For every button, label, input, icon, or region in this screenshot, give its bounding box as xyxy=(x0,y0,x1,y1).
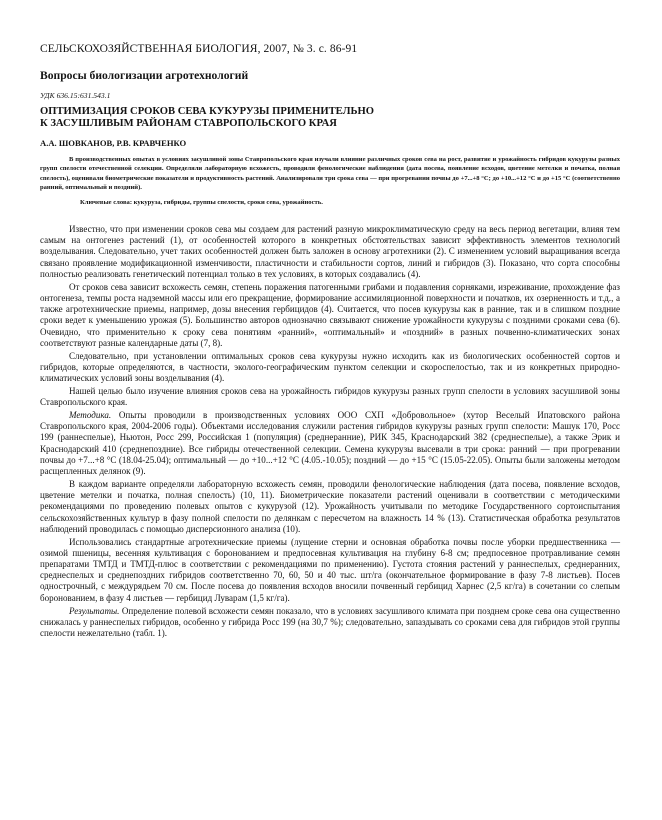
paragraph: Известно, что при изменении сроков сева мы создаем для растений разную микроклиматическую среду на весь период вегетации, влияя тем самым на онтогенез растений (1), от особенностей которого в конкретных обстоятельствах зависит эффективность элементов технологий возделывания. Следовательно, учет таких особенностей должен быть заложен в основу агротехники (2). С изменением условий выращивания всегда связано проявление модификационной изменчивости, пластичности и стабильности сортов, линий и гибридов (3). Показано, что сорта способны полностью реализовать генетический потенциал только в тех условиях, в которых создавались (4). xyxy=(40,224,620,279)
paragraph-results xyxy=(40,606,620,640)
title-line: ОПТИМИЗАЦИЯ СРОКОВ СЕВА КУКУРУЗЫ ПРИМЕНИТЕЛЬНО xyxy=(40,106,374,117)
methods-text: Опыты проводили в производственных условиях ООО СХП «Добровольное» (хутор Веселый Ипатовского района Ставропольского края, 2004-2006 годы). Объектами исследования служили растения гибридов кукурузы разных групп спелости: Машук 170, Росс 199 (раннеспелые), Ньютон, Росс 299, Российская 1 (популяция) (среднеранние), РИК 345, Краснодарский 382 (среднеспелые), а также Эрик и Краснодарский 410 (среднепоздние). Все гибриды отечественной селекции. Семена кукурузы высевали в три срока: ранний — при прогревании почвы до +7...+8 °С (18.04-25.04); оптимальный — до +10...+12 °С (4.05.-10.05); поздний — до +15 °С (15.05-22.05). Опыты были заложены методом расщепленных делянок (9). xyxy=(40,410,620,477)
article-body xyxy=(40,224,620,641)
abstract: В производственных опытах в условиях засушливой зоны Ставропольского края изучали влияние различных сроков сева на рост, развитие и урожайность гибридов кукурузы разных групп спелости отечественной селекции. Определяли лабораторную всхожесть, проводили фенологические наблюдения (дата посева, появление всходов, цветение метелки и початка, полная спелость), оценивали биометрические показатели и продуктивность растений. Анализировали три срока сева — при прогревании почвы до +7...+8 °С; до +10...+12 °С и до +15 °С (соответственно ранний, оптимальный и поздний). xyxy=(40,156,620,192)
article-title xyxy=(40,106,620,130)
paragraph-methods xyxy=(40,410,620,477)
paragraph: Использовались стандартные агротехнические приемы (лущение стерни и основная обработка почвы после уборки предшественника — озимой пшеницы, весенняя культивация с боронованием и предпосевная культивация на глубину 6-8 см; предпосевное протравливание семян препаратами ТМТД и ТМТД-плюс в соответствии с рекомендациями по применению). Густота стояния растений у раннеспелых, среднеранних, среднеспелых и среднепоздних гибридов соответственно 70, 60, 50 и 40 тыс. шт/га (окончательное формирование в фазу 7-8 листьев). Посев однострочный, с междурядьем 70 см. После посева до появления всходов вносили почвенный гербицид Харнес (2,5 кг/га) в сочетании со слепым боронованием, в фазу 4 листьев — гербицид Луварам (1,5 кг/га). xyxy=(40,536,620,603)
paragraph: Нашей целью было изучение влияния сроков сева на урожайность гибридов кукурузы разных групп спелости в условиях засушливой зоны Ставропольского края. xyxy=(40,385,620,408)
section-title: Вопросы биологизации агротехнологий xyxy=(40,69,249,82)
authors: А.А. ШОВКАНОВ, Р.В. КРАВЧЕНКО xyxy=(40,138,187,148)
udk-code: УДК 636.15:631.543.1 xyxy=(40,91,111,100)
methods-heading: Методика. xyxy=(69,410,112,420)
results-text: Определение полевой всхожести семян показало, что в условиях засушливого климата при позднем сроке сева она существенно снижалась у раннеспелых гибридов, особенно у гибрида Росс 199 (на 30,7 %); следовательно, запаздывать со сроками сева для гибридов этой группы спелости нежелательно (табл. 1). xyxy=(40,605,620,638)
results-heading: Результаты. xyxy=(69,605,120,616)
keywords: Ключевые слова: кукуруза, гибриды, группы спелости, сроки сева, урожайность. xyxy=(80,199,323,206)
title-line: К ЗАСУШЛИВЫМ РАЙОНАМ СТАВРОПОЛЬСКОГО КРАЯ xyxy=(40,118,337,129)
paragraph: В каждом варианте определяли лабораторную всхожесть семян, проводили фенологические наблюдения (дата посева, появление всходов, цветение метелки и початка, полная спелость) (10, 11). Биометрические показатели растений оценивали в соответствии с методическими рекомендациями по проведению полевых опытов с кукурузой (12). Урожайность учитывали по методике Государственного сортоиспытания сельскохозяйственных культур в фазу полной спелости по делянкам с пересчетом на влажность 14 % (13). Статистическая обработка результатов наблюдений проводилась с помощью дисперсионного анализа (10). xyxy=(40,478,620,534)
paragraph: От сроков сева зависит всхожесть семян, степень поражения патогенными грибами и подавления сорняками, изреживание, прохождение фаз онтогенеза, темпы роста надземной массы или его прекращение, формирование ассимиляционной поверхности и початков, их озерненность и т.д., а также агротехнические приемы, например, дозы внесения гербицидов (4). Считается, что посев кукурузы как в ранние, так и в слишком поздние сроки ведет к уменьшению урожая (5). Большинство авторов однозначно связывают снижение урожайности кукурузы с поздними сроками сева (6). Очевидно, что применительно к сроку сева понятиям «ранний», «оптимальный» и «поздний» в разных почвенно-климатических зонах соответствуют разные календарные даты (7, 8). xyxy=(40,281,620,348)
paragraph: Следовательно, при установлении оптимальных сроков сева кукурузы нужно исходить как из биологических особенностей сортов и гибридов, которые определяются, в частности, эколого-географическим пунктом селекции и скороспелостью, так и из конкретных природно-климатических условий зоны возделывания (4). xyxy=(40,350,620,384)
journal-header: СЕЛЬСКОХОЗЯЙСТВЕННАЯ БИОЛОГИЯ, 2007, № 3. с. 86-91 xyxy=(40,43,358,55)
